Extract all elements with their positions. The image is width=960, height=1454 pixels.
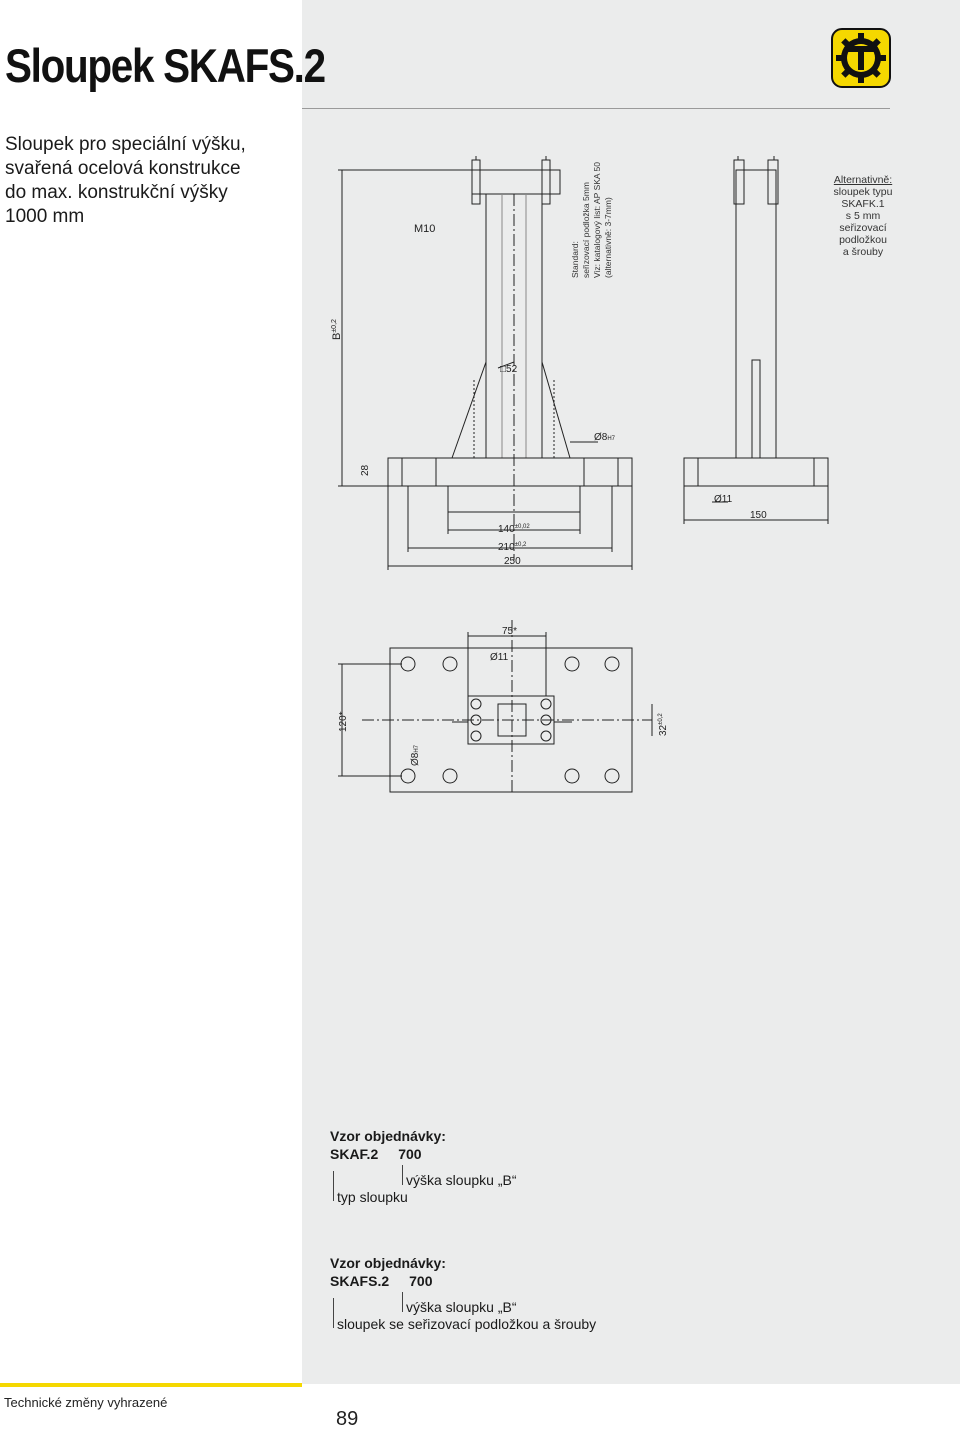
dim-32-label: $32^{\pm 0,2}$ (658, 713, 669, 736)
order-heading: Vzor objednávky: (330, 1128, 446, 1144)
alternative-heading: Alternativně: (833, 174, 893, 186)
top-plate (472, 170, 560, 194)
note-line: Viz: katalogový list: AP SKA 50 (592, 162, 602, 278)
alt-line: s 5 mm (845, 210, 881, 222)
plan-hole-label: Ø11 (490, 652, 509, 663)
intro-line: Sloupek pro speciální výšku, (5, 134, 246, 155)
footer-note: Technické změny vyhrazené (4, 1395, 168, 1410)
alternative-note (820, 174, 906, 258)
thread-label: M10 (414, 223, 436, 235)
base-plate (388, 458, 632, 486)
page-title: Sloupek SKAFS.2 (5, 39, 325, 92)
intro-text (5, 133, 295, 229)
bracket-line (402, 1165, 403, 1185)
bracket-line (333, 1298, 334, 1328)
order-code: SKAF.2 (330, 1146, 379, 1162)
dim-75-label: 75* (502, 626, 518, 637)
plan-pin-label: Ø8H7 (410, 744, 421, 766)
order-example-2 (330, 1254, 597, 1332)
order-code-line (330, 1272, 446, 1290)
company-logo-gear-icon (831, 28, 891, 88)
order-value-label: výška sloupku „B“ (406, 1172, 517, 1188)
note-line: (alternativně: 3-7mm) (603, 197, 613, 278)
alt-line: sloupek typu (833, 186, 893, 198)
alt-line: seřizovací (839, 222, 887, 234)
order-value: 700 (398, 1146, 422, 1162)
dim-250-label: 250 (504, 556, 521, 567)
alt-line: podložkou (839, 234, 887, 246)
page-number: 89 (336, 1408, 359, 1430)
order-example-1 (330, 1127, 517, 1205)
order-heading: Vzor objednávky: (330, 1255, 446, 1271)
base-plan-drawing (302, 600, 702, 800)
alt-line: SKAFK.1 (841, 198, 885, 210)
pin-label: Ø8H7 (594, 432, 616, 443)
order-code: SKAFS.2 (330, 1273, 390, 1289)
square-label: □52 (500, 364, 518, 375)
height-label: $B^{\pm 0,2}$ (331, 319, 343, 340)
order-code-line (330, 1145, 446, 1163)
dim-210-label: $210^{\pm 0,2}$ (498, 542, 527, 553)
standard-shim-note (570, 162, 634, 278)
dim-150-label: 150 (750, 510, 767, 521)
header-rule (302, 108, 890, 109)
intro-line: svařená ocelová konstrukce (5, 158, 241, 179)
alt-hole-label: Ø11 (714, 494, 733, 505)
intro-line: do max. konstrukční výšky (5, 182, 228, 203)
order-value: 700 (409, 1273, 433, 1289)
order-type-label: sloupek se seřizovací podložkou a šrouby (337, 1316, 597, 1332)
dim-140-label: $140^{\pm 0,02}$ (498, 524, 530, 535)
order-type-label: typ sloupku (337, 1189, 408, 1205)
alt-base-plate (684, 458, 828, 486)
bracket-line (402, 1292, 403, 1312)
note-line: seřizovací podložka 5mm (581, 182, 591, 278)
alt-column-body (736, 170, 776, 458)
order-value-label: výška sloupku „B“ (406, 1299, 517, 1315)
note-line: Standard: (570, 241, 580, 278)
intro-line: 1000 mm (5, 206, 85, 227)
footer-accent-bar (0, 1383, 302, 1387)
dim-120-label: 120* (338, 711, 349, 732)
alt-line: a šrouby (842, 246, 884, 258)
base-height-label: 28 (360, 464, 371, 476)
bracket-line (333, 1171, 334, 1201)
